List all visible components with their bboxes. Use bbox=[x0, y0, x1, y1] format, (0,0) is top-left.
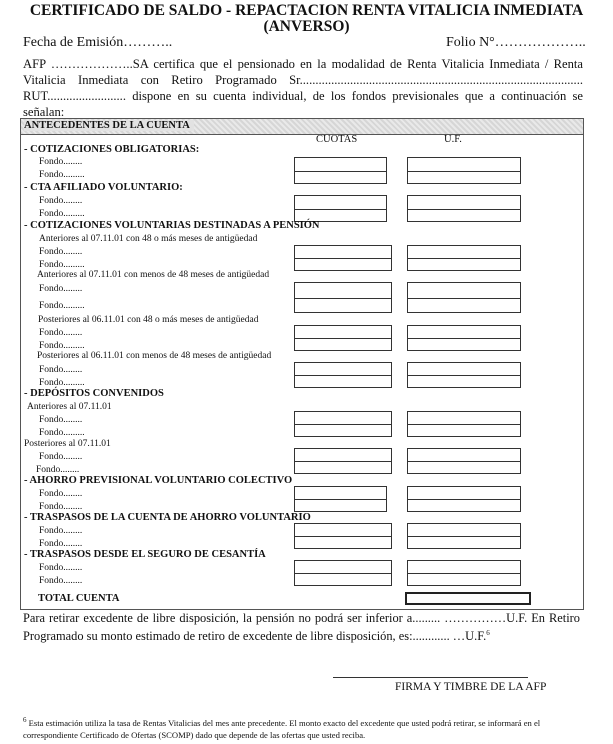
uf-input-box[interactable] bbox=[407, 448, 521, 474]
section-depositos-convenidos: - DEPÓSITOS CONVENIDOS bbox=[24, 388, 164, 399]
subsection-label: Anteriores al 07.11.01 con menos de 48 meses de antigüedad bbox=[37, 270, 270, 280]
cuotas-input-box[interactable] bbox=[294, 448, 392, 474]
fondo-label: Fondo........ bbox=[36, 465, 80, 475]
subsection-label: Posteriores al 06.11.01 con 48 o más meses de antigüedad bbox=[38, 315, 259, 325]
table-header bbox=[21, 119, 583, 135]
cuotas-input-box[interactable] bbox=[294, 245, 392, 271]
cuotas-input-box[interactable] bbox=[294, 195, 387, 222]
cuotas-input-box[interactable] bbox=[294, 486, 387, 512]
subsection-label: Anteriores al 07.11.01 bbox=[27, 402, 112, 412]
cuotas-input-box[interactable] bbox=[294, 411, 392, 437]
section-traspasos-ahorro: - TRASPASOS DE LA CUENTA DE AHORRO VOLUNTARIO bbox=[24, 512, 311, 523]
fondo-label: Fondo........ bbox=[39, 247, 83, 257]
fondo-label: Fondo......... bbox=[39, 260, 85, 270]
total-cuenta-box[interactable] bbox=[405, 592, 531, 605]
total-cuenta-label: TOTAL CUENTA bbox=[38, 593, 120, 604]
uf-input-box[interactable] bbox=[407, 486, 521, 512]
fondo-label: Fondo........ bbox=[39, 452, 83, 462]
fondo-label: Fondo........ bbox=[39, 328, 83, 338]
subsection-label: Anteriores al 07.11.01 con 48 o más meses de antigüedad bbox=[39, 234, 258, 244]
column-uf: U.F. bbox=[444, 134, 462, 145]
fondo-label: Fondo........ bbox=[39, 284, 83, 294]
footnote-text: Esta estimación utiliza la tasa de Rentas Vitalicias del mes ante precedente. El monto exacto del excedente que usted podrá retirar, se informará en el correspondiente Certificado de Ofertas (SCOMP) dado que depende de las ofertas que usted reciba. bbox=[23, 717, 541, 740]
uf-input-box[interactable] bbox=[407, 245, 521, 271]
column-cuotas: CUOTAS bbox=[316, 134, 358, 145]
signature-line bbox=[333, 677, 528, 678]
fondo-label: Fondo........ bbox=[39, 539, 83, 549]
fecha-emision-field: Fecha de Emisión……….. bbox=[23, 35, 173, 50]
section-apvc: - AHORRO PREVISIONAL VOLUNTARIO COLECTIVO bbox=[24, 475, 293, 486]
fondo-label: Fondo......... bbox=[39, 209, 85, 219]
section-traspasos-cesantia: - TRASPASOS DESDE EL SEGURO DE CESANTÍA bbox=[24, 549, 266, 560]
uf-input-box[interactable] bbox=[407, 560, 521, 586]
footnote-number: 6 bbox=[23, 716, 27, 724]
signature-label: FIRMA Y TIMBRE DE LA AFP bbox=[395, 681, 547, 693]
footnote-ref: 6 bbox=[486, 629, 490, 637]
subsection-label: Posteriores al 06.11.01 con menos de 48 meses de antigüedad bbox=[37, 351, 272, 361]
intro-paragraph: AFP ………………..SA certifica que el pensionado en la modalidad de Renta Vitalicia Inmediata / Renta Vitalicia Inmediata con Retiro Programado Sr.......................................................................................... RUT......................... dispone en su cuenta individual, de los fondos previsionales que a continuación se señalan: bbox=[23, 57, 583, 119]
uf-input-box[interactable] bbox=[407, 523, 521, 549]
fondo-label: Fondo........ bbox=[39, 502, 83, 512]
cuotas-input-box[interactable] bbox=[294, 157, 387, 184]
fondo-label: Fondo......... bbox=[39, 428, 85, 438]
fondo-label: Fondo........ bbox=[39, 489, 83, 499]
fondo-label: Fondo......... bbox=[39, 378, 85, 388]
excedente-paragraph bbox=[23, 611, 580, 644]
cuotas-input-box[interactable] bbox=[294, 362, 392, 388]
document-subtitle: (ANVERSO) bbox=[263, 18, 350, 35]
cuotas-input-box[interactable] bbox=[294, 282, 392, 313]
document-title: CERTIFICADO DE SALDO - REPACTACION RENTA VITALICIA INMEDIATA bbox=[29, 2, 584, 19]
fondo-label: Fondo........ bbox=[39, 526, 83, 536]
footnote bbox=[23, 714, 593, 741]
section-afiliado-voluntario: - CTA AFILIADO VOLUNTARIO: bbox=[24, 182, 183, 193]
cuotas-input-box[interactable] bbox=[294, 560, 392, 586]
uf-input-box[interactable] bbox=[407, 362, 521, 388]
account-table bbox=[20, 118, 584, 610]
section-obligatorias: - COTIZACIONES OBLIGATORIAS: bbox=[24, 144, 200, 155]
cuotas-input-box[interactable] bbox=[294, 325, 392, 351]
table-header-label: ANTECEDENTES DE LA CUENTA bbox=[24, 120, 194, 131]
section-cotizaciones-voluntarias: - COTIZACIONES VOLUNTARIAS DESTINADAS A PENSIÓN bbox=[24, 220, 320, 231]
fondo-label: Fondo......... bbox=[39, 341, 85, 351]
fondo-label: Fondo........ bbox=[39, 415, 83, 425]
subsection-label: Posteriores al 07.11.01 bbox=[24, 439, 111, 449]
fondo-label: Fondo........ bbox=[39, 157, 83, 167]
uf-input-box[interactable] bbox=[407, 157, 521, 184]
cuotas-input-box[interactable] bbox=[294, 523, 392, 549]
fondo-label: Fondo........ bbox=[39, 563, 83, 573]
fondo-label: Fondo........ bbox=[39, 576, 83, 586]
uf-input-box[interactable] bbox=[407, 325, 521, 351]
fondo-label: Fondo......... bbox=[39, 301, 85, 311]
excedente-text: Para retirar excedente de libre disposición, la pensión no podrá ser inferior a......... ……………U.F. En Retiro Programado su monto estimado de retiro de excedente de libre disposición, es:............ …U.F. bbox=[23, 611, 580, 644]
fondo-label: Fondo........ bbox=[39, 365, 83, 375]
fondo-label: Fondo......... bbox=[39, 170, 85, 180]
uf-input-box[interactable] bbox=[407, 411, 521, 437]
folio-field: Folio N°……………….. bbox=[446, 35, 586, 50]
uf-input-box[interactable] bbox=[407, 195, 521, 222]
fondo-label: Fondo........ bbox=[39, 196, 83, 206]
uf-input-box[interactable] bbox=[407, 282, 521, 313]
